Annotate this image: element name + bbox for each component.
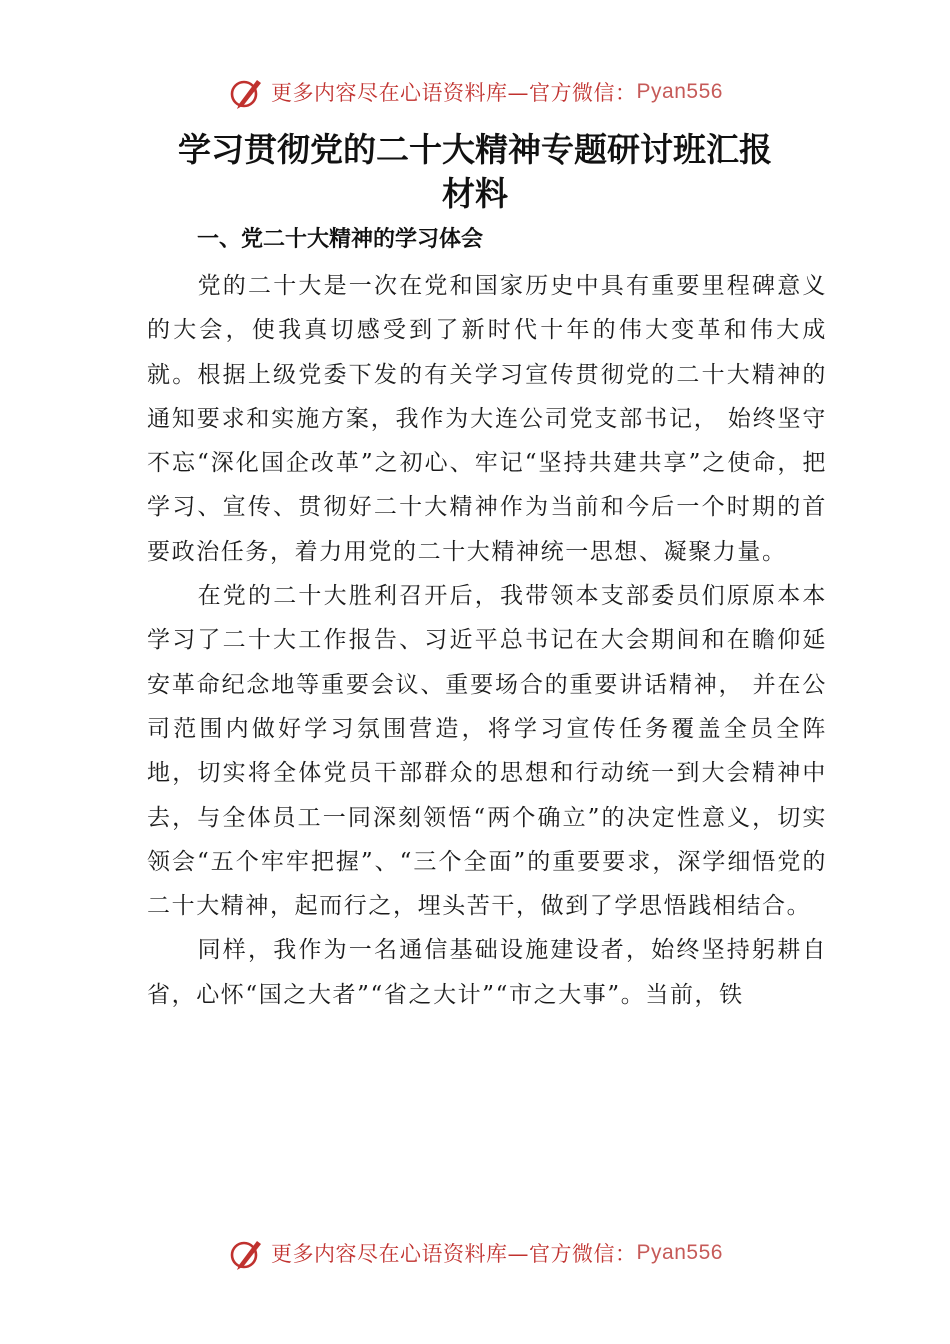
document-title — [120, 128, 830, 216]
watermark-wechat-id: Pyan556 — [636, 80, 723, 103]
footer-watermark — [0, 1233, 950, 1273]
paragraph-1: 党的二十大是一次在党和国家历史中具有重要里程碑意义的大会，使我真切感受到了新时代十年的伟大变革和伟大成就。根据上级党委下发的有关学习宣传贯彻党的二十大精神的通知要求和实施方案，我作为大连公司党支部书记， 始终坚守不忘“深化国企改革”之初心、牢记“坚持共建共享”之使命，把学习、宣传、贯彻好二十大精神作为当前和今后一个时期的首要政治任务，着力用党的二十大精神统一思想、凝聚力量。 — [147, 273, 827, 565]
paragraph-2: 在党的二十大胜利召开后，我带领本支部委员们原原本本学习了二十大工作报告、习近平总书记在大会期间和在瞻仰延安革命纪念地等重要会议、重要场合的重要讲话精神， 并在公司范围内做好学习氛围营造，将学习宣传任务覆盖全员全阵地，切实将全体党员干部群众的思想和行动统一到大会精神中去，与全体员工一同深刻领悟“两个确立”的决定性意义，切实领会“五个牢牢把握”、“三个全面”的重要要求，深学细悟党的二十大精神，起而行之，埋头苦干，做到了学思悟践相结合。 — [147, 583, 827, 920]
header-watermark — [0, 72, 950, 112]
pen-logo-icon — [227, 72, 267, 112]
title-line-2: 材料 — [442, 174, 508, 213]
paragraph-3: 同样，我作为一名通信基础设施建设者，始终坚持躬耕自省，心怀“国之大者”“省之大计”“市之大事”。当前，铁 — [147, 937, 827, 1008]
pen-logo-icon — [227, 1233, 267, 1273]
section-heading: 一、党二十大精神的学习体会 — [197, 227, 484, 252]
title-line-1: 学习贯彻党的二十大精神专题研讨班汇报 — [178, 130, 772, 169]
watermark-site-text: 更多内容尽在心语资料库—官方微信： — [271, 1242, 637, 1266]
document-body — [147, 264, 827, 1017]
watermark-site-text: 更多内容尽在心语资料库—官方微信： — [271, 81, 637, 105]
watermark-wechat-id: Pyan556 — [636, 1241, 723, 1264]
